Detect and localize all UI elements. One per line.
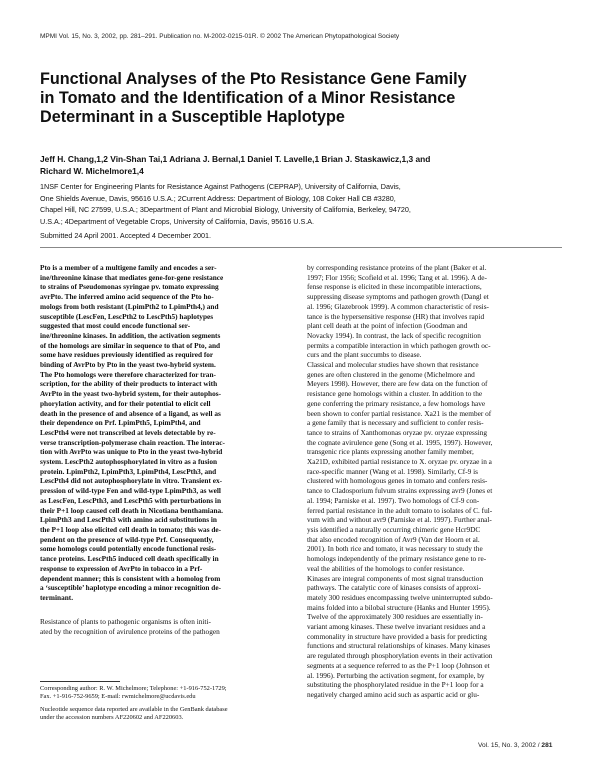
body-line: commonality in structure have provided a basis for predicting: [307, 631, 487, 641]
abstract-line: suggested that most could encode functional ser-: [40, 321, 191, 331]
journal-header: MPMI Vol. 15, No. 3, 2002, pp. 281–291. Publication no. M-2002-0215-01R. © 2002 The American Phytopathological Society: [40, 33, 400, 40]
corresponding-author-note: [40, 685, 300, 702]
body-line: pathways. The catalytic core of kinases consists of approxi-: [307, 583, 481, 593]
abstract-line: a ‘susceptible’ haplotype encoding a minor recognition de-: [40, 583, 222, 593]
body-line: vum with and without avr9 (Parniske et al. 1997). Further anal-: [307, 515, 492, 525]
page-footer: [478, 742, 552, 749]
article-title: [40, 70, 560, 128]
footnote-line: Nucleotide sequence data reported are available in the GenBank database: [40, 706, 228, 713]
body-line: ysis identified a naturally occurring chimeric gene Hcr9DC: [307, 524, 481, 534]
body-line: a gene family that is necessary and sufficient to confer resis-: [307, 418, 484, 428]
body-line: been shown to confer partial resistance. Xa21 is the member of: [307, 408, 492, 418]
abstract-line: response to expression of AvrPto in tobacco in a Prf-: [40, 563, 203, 573]
body-line: permits a compatible interaction in which pathogen growth oc-: [307, 340, 491, 350]
abstract-line: binding of AvrPto by Pto in the yeast two-hybrid system.: [40, 360, 216, 370]
abstract-line: The Pto homologs were therefore characterized for tran-: [40, 369, 216, 379]
abstract-line: tance proteins. LescPth5 induced cell death specifically in: [40, 554, 219, 564]
footnote-line: Corresponding author: R. W. Michelmore; Telephone: +1-916-752-1729;: [40, 685, 227, 692]
abstract: [40, 263, 295, 603]
body-line: curs and the plant succumbs to disease.: [307, 350, 422, 360]
abstract-line: avrPto. The inferred amino acid sequence of the Pto ho-: [40, 292, 214, 302]
page-number: 281: [541, 742, 553, 749]
abstract-line: scription, for the ability of their products to interact with: [40, 379, 218, 389]
footnote-line: under the accession numbers AF220602 and AF220603.: [40, 714, 184, 722]
affiliation-line: Chapel Hill, NC 27599, U.S.A.; 3Department of Plant and Microbial Biology, University of California, Berkeley, 94720,: [40, 205, 411, 215]
affiliation-line: 1NSF Center for Engineering Plants for Resistance Against Pathogens (CEPRAP), University of California, Davis,: [40, 182, 401, 191]
body-line: suppressing disease symptoms and pathogen growth (Dangl et: [307, 292, 489, 302]
intro-line: ated by the recognition of avirulence proteins of the pathogen: [40, 626, 220, 636]
abstract-line: some homologs could potentially encode functional resis-: [40, 544, 217, 554]
author-list: [40, 153, 570, 177]
abstract-line: their P+1 loop caused cell death in Nicotiana benthamiana.: [40, 505, 224, 515]
body-line: Novacky 1994). In contrast, the lack of specific recognition: [307, 330, 481, 340]
abstract-line: to strains of Pseudomonas syringae pv. tomato expressing: [40, 282, 219, 292]
abstract-line: AvrPto in the yeast two-hybrid system, for their autophos-: [40, 389, 221, 399]
body-line: transgenic rice plants expressing another family member,: [307, 447, 474, 457]
footnote-divider: [40, 681, 120, 682]
body-line: Xa21D, exhibited partial resistance to X. oryzae pv. oryzae in a: [307, 457, 492, 467]
body-line: gene conferring the primary resistance, a few homologs have: [307, 398, 486, 408]
body-line: ferred partial resistance in the adult tomato to isolates of C. ful-: [307, 505, 493, 515]
body-line: mately 300 residues encompassing twelve uninterrupted subdo-: [307, 592, 493, 602]
body-line: mains folded into a bilobal structure (Hanks and Hunter 1995).: [307, 602, 491, 612]
author-line: Richard W. Michelmore1,4: [40, 166, 144, 176]
abstract-line: Pto is a member of a multigene family and encodes a ser-: [40, 263, 217, 272]
abstract-line: verse transcription-polymerase chain reaction. The interac-: [40, 437, 225, 447]
body-line: 1997; Flor 1956; Scofield et al. 1996; Tang et al. 1996). A de-: [307, 272, 487, 282]
abstract-line: dependent manner; this is consistent with a homolog from: [40, 573, 221, 583]
abstract-line: phorylation activity, and for their potential to elicit cell: [40, 398, 211, 408]
sequence-data-note: [40, 706, 300, 723]
abstract-line: death in the presence of and absence of a ligand, as well as: [40, 408, 221, 418]
body-line: veal the abilities of the homologs to confer resistance.: [307, 563, 465, 573]
footnote-line: Fax. +1-916-752-9659; E-mail: rwmichelmore@ucdavis.edu: [40, 693, 196, 701]
body-line: tance to strains of Xanthomonas oryzae pv. oryzae expressing: [307, 427, 488, 437]
body-line: clustered with homologous genes in tomato and confers resis-: [307, 476, 488, 486]
abstract-line: of the homologs are similar in sequence to that of Pto, and: [40, 340, 221, 350]
affiliation-line: U.S.A.; 4Department of Vegetable Crops, University of California, Davis, 95616 U.S.A.: [40, 216, 315, 226]
body-line: functions and structural relationships of kinases. Many kinases: [307, 641, 491, 651]
body-line: Twelve of the approximately 300 residues are essentially in-: [307, 612, 483, 622]
abstract-line: mologs from both resistant (LpimPth2 to LpimPth4,) and: [40, 301, 219, 311]
abstract-line: ine/threonine kinases. In addition, the activation segments: [40, 330, 221, 340]
body-line: race-specific manner (Wang et al. 1998). Similarly, Cf-9 is: [307, 466, 478, 476]
body-line: homologs independently of the primary resistance gene to re-: [307, 554, 487, 564]
body-line: tance to Cladosporium fulvum strains expressing avr9 (Jones et: [307, 486, 493, 496]
abstract-line: terminant.: [40, 592, 74, 602]
abstract-line: pendent on the presence of wild-type Prf. Consequently,: [40, 534, 214, 544]
body-line: that also encoded recognition of Avr9 (Van der Hoorn et al.: [307, 534, 480, 544]
body-line: by corresponding resistance proteins of the plant (Baker et al.: [307, 263, 487, 272]
body-line: Meyers 1998). However, there are few data on the function of: [307, 379, 488, 389]
body-line: plant cell death at the point of infection (Goodman and: [307, 321, 468, 331]
body-line: segments at a sequence referred to as the P+1 loop (Johnson et: [307, 660, 490, 670]
body-line: fense response is elicited in these incompatible interactions,: [307, 282, 482, 292]
body-line: substituting the phosphorylated residue in the P+1 loop for a: [307, 680, 484, 690]
abstract-line: protein. LpimPth2, LpimPth3, LpimPth4, LescPth3, and: [40, 466, 217, 476]
body-line: genes are often clustered in the genome (Michelmore and: [307, 369, 475, 379]
abstract-line: LescPth4 did not autophosphorylate in vitro. Transient ex-: [40, 476, 223, 486]
author-line: Jeff H. Chang,1,2 Vin-Shan Tai,1 Adriana J. Bernal,1 Daniel T. Lavelle,1 Brian J. Staskawicz,1,3 and: [40, 154, 431, 164]
introduction-start: [40, 617, 295, 636]
body-line: negatively charged amino acid such as aspartic acid or glu-: [307, 689, 480, 699]
abstract-line: ine/threonine kinase that mediates gene-for-gene resistance: [40, 272, 224, 282]
footer-volume: Vol. 15, No. 3, 2002 /: [478, 742, 542, 749]
body-line: al. 1996; Glazebrook 1999). A common characteristic of resis-: [307, 301, 489, 311]
intro-line: Resistance of plants to pathogenic organisms is often initi-: [40, 617, 211, 626]
affiliations: [40, 181, 570, 227]
body-line: resistance gene homologs within a cluster. In addition to the: [307, 389, 483, 399]
body-line: variant among kinases. These twelve invariant residues and a: [307, 622, 486, 632]
abstract-line: LescPth4 were not transcribed at levels detectable by re-: [40, 427, 216, 437]
abstract-line: susceptible (LescFen, LescPth2 to LescPth5) haplotypes: [40, 311, 214, 321]
abstract-line: the P+1 loop also elicited cell death in tomato; this was de-: [40, 524, 222, 534]
body-line: al. 1996). Perturbing the activation segment, for example, by: [307, 670, 485, 680]
header-divider: [40, 247, 562, 248]
abstract-line: tion with AvrPto was unique to Pto in the yeast two-hybrid: [40, 447, 223, 457]
body-line: the cognate avirulence gene (Song et al. 1995, 1997). However,: [307, 437, 493, 447]
body-line: tance is the hypersensitive response (HR) that involves rapid: [307, 311, 485, 321]
title-line: Determinant in a Susceptible Haplotype: [40, 108, 345, 127]
body-line: Classical and molecular studies have shown that resistance: [307, 360, 479, 370]
title-line: Functional Analyses of the Pto Resistance Gene Family: [40, 70, 467, 88]
affiliation-line: One Shields Avenue, Davis, 95616 U.S.A.; 2Current Address: Department of Biology, 108 Coker Hall CB #3280,: [40, 193, 396, 203]
abstract-line: system. LescPth2 autophosphorylated in vitro as a fusion: [40, 457, 218, 467]
abstract-line: LpimPth3 and LescPth3 with amino acid substitutions in: [40, 515, 217, 525]
abstract-line: their dependence on Prf. LpimPth5, LpimPth4, and: [40, 418, 201, 428]
body-line: are regulated through phosphorylation events in their activation: [307, 651, 493, 661]
abstract-line: some have residues previously identified as required for: [40, 350, 214, 360]
abstract-line: as LescFen, LescPth3, and LescPth5 with perturbations in: [40, 495, 222, 505]
body-line: Kinases are integral components of most signal transduction: [307, 573, 484, 583]
body-line: 2001). In both rice and tomato, it was necessary to study the: [307, 544, 483, 554]
title-line: in Tomato and the Identification of a Minor Resistance: [40, 89, 456, 108]
body-line: al. 1994; Parniske et al. 1997). Two homologs of Cf-9 con-: [307, 495, 480, 505]
right-column-text: [307, 263, 562, 700]
submission-dates: Submitted 24 April 2001. Accepted 4 December 2001.: [40, 231, 212, 240]
abstract-line: pression of wild-type Fen and wild-type LpimPth3, as well: [40, 486, 221, 496]
